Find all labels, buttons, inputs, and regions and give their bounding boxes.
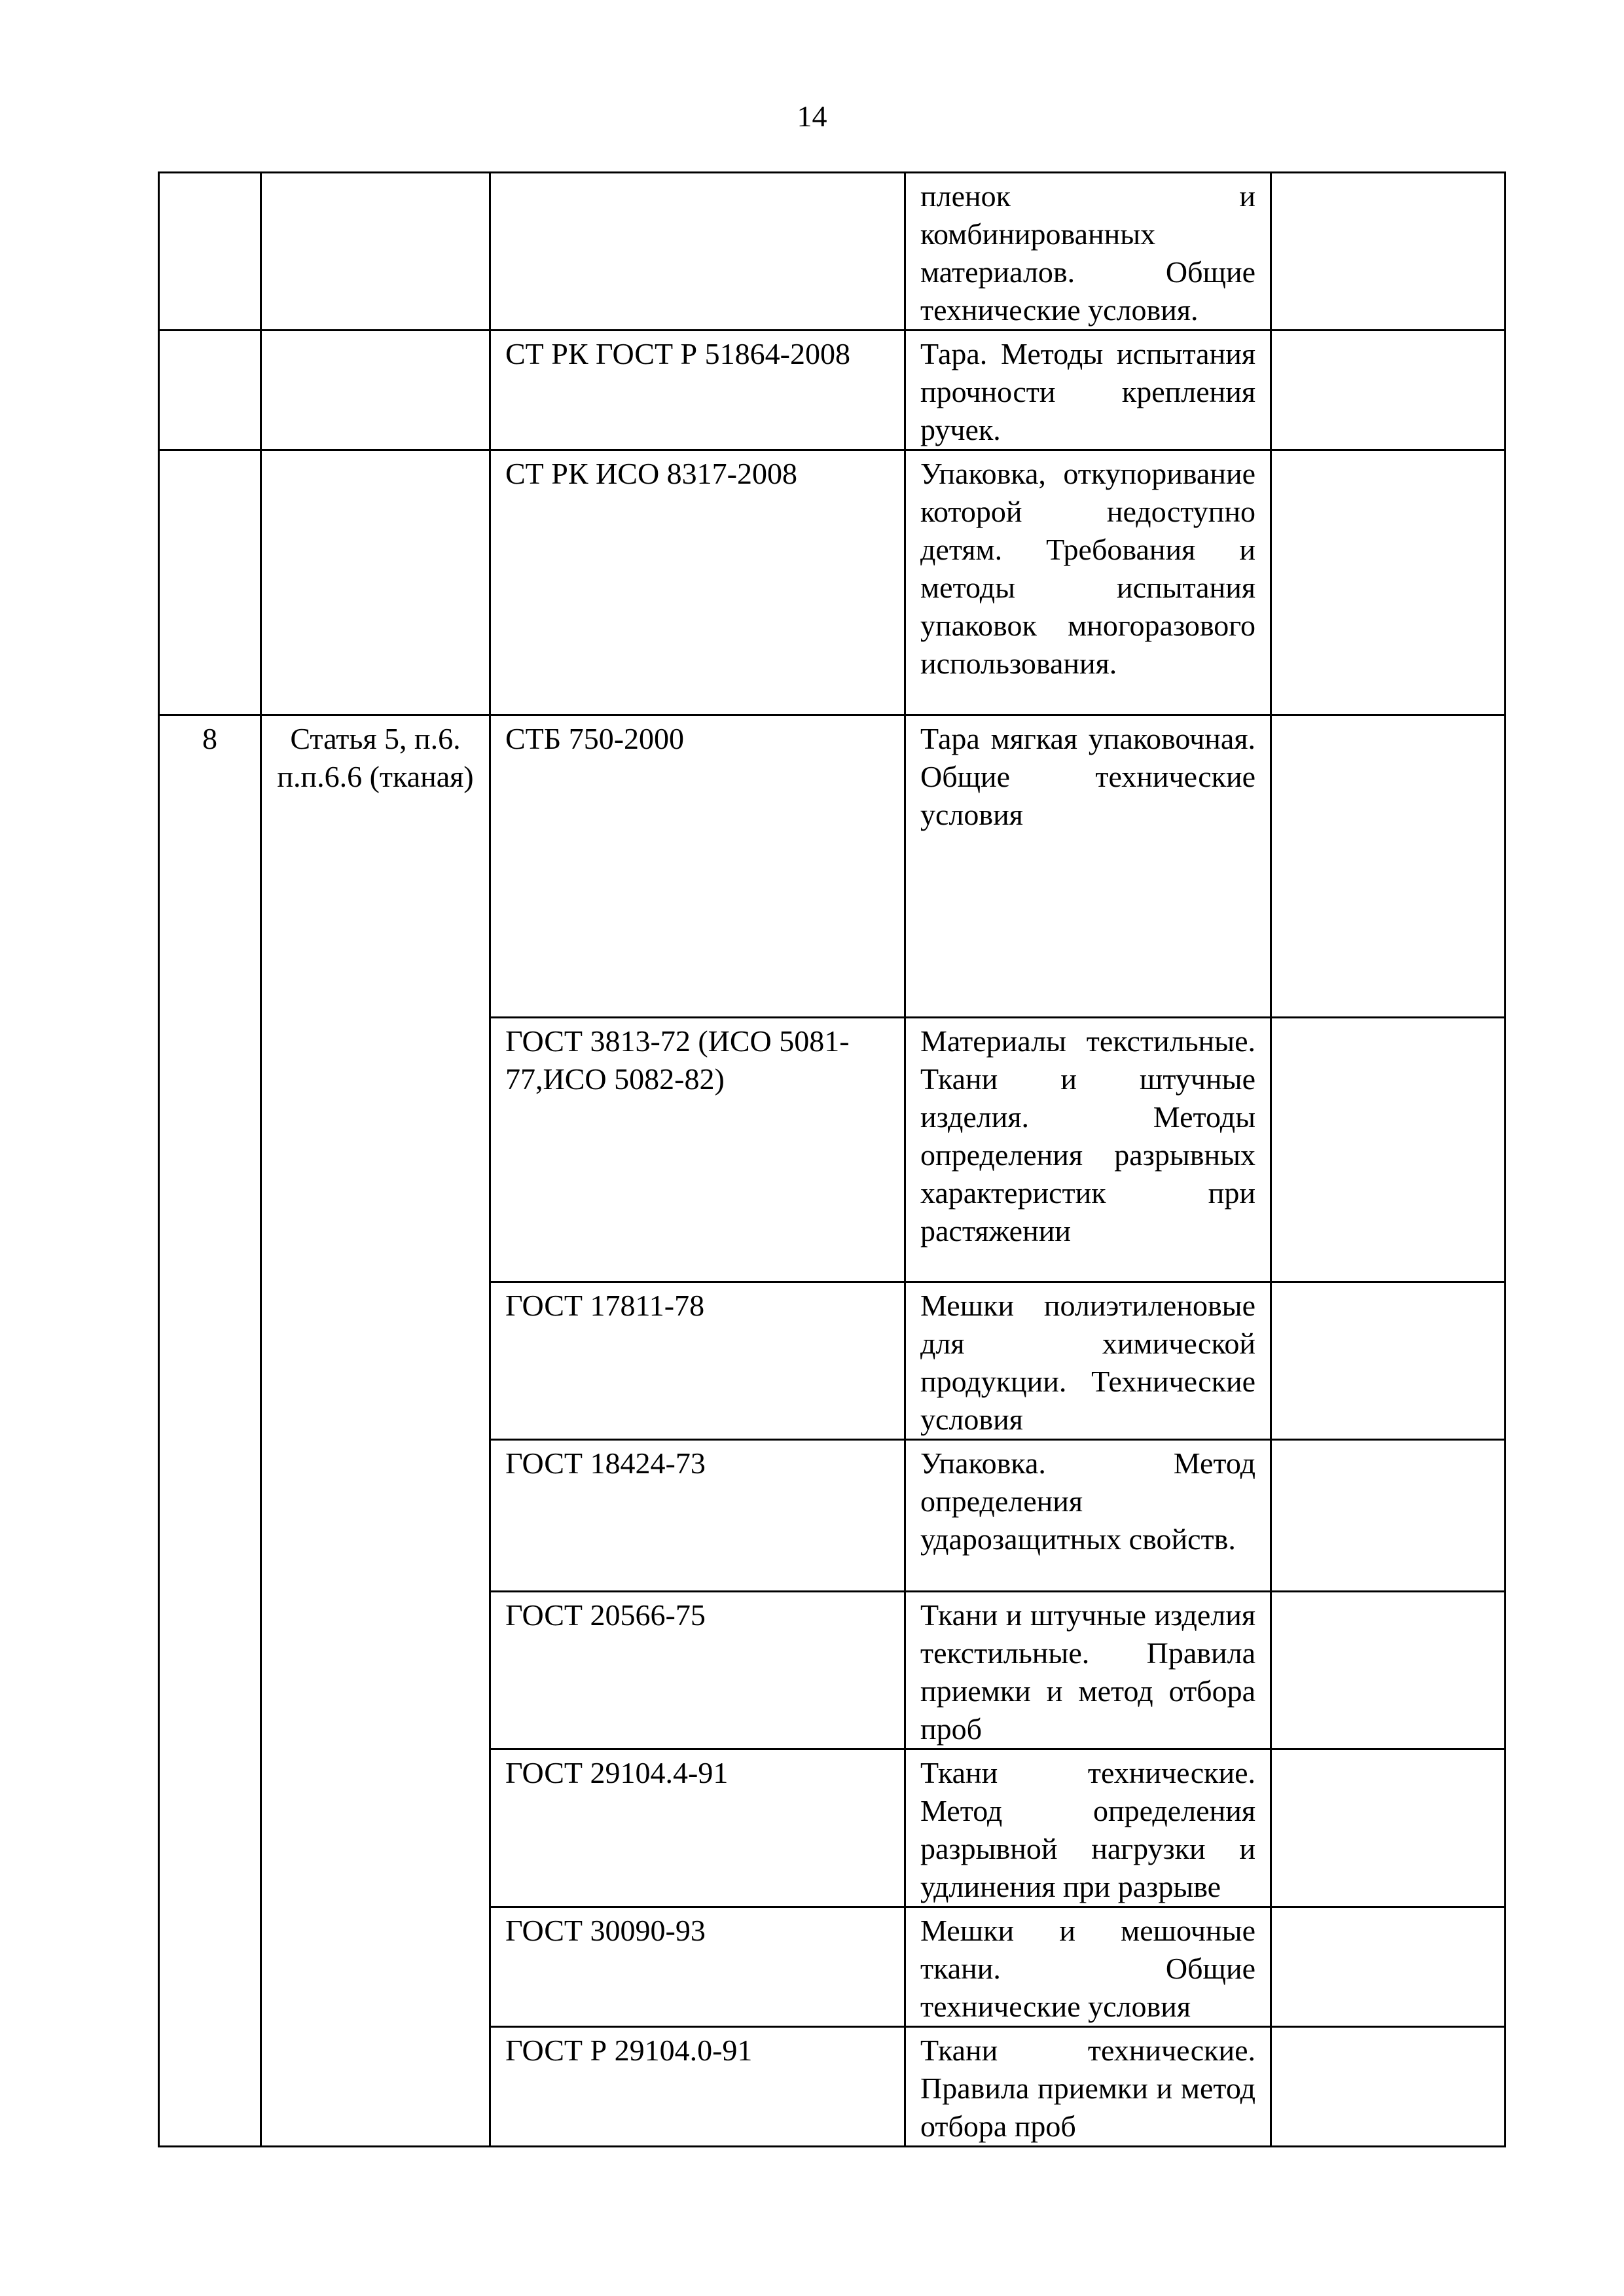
standard-designation: СТ РК ИСО 8317-2008	[490, 450, 905, 715]
empty-cell	[1271, 1018, 1506, 1282]
standard-description: Ткани технические. Метод определения разрывной нагрузки и удлинения при разрыве	[905, 1749, 1271, 1907]
row-number: 8	[159, 715, 261, 2147]
standard-description: Мешки полиэтиленовые для химической продукции. Технические условия	[905, 1282, 1271, 1440]
standard-designation: СТБ 750-2000	[490, 715, 905, 1018]
article-reference: Статья 5, п.6. п.п.6.6 (тканая)	[261, 715, 490, 2147]
standard-designation: ГОСТ 29104.4-91	[490, 1749, 905, 1907]
standard-description: Упаковка, откупоривание которой недоступно детям. Требования и методы испытания упаковок многоразового использования.	[905, 450, 1271, 715]
empty-cell	[1271, 450, 1506, 715]
standard-description: Ткани и штучные изделия текстильные. Правила приемки и метод отбора проб	[905, 1592, 1271, 1749]
row-number	[159, 450, 261, 715]
standard-designation: СТ РК ГОСТ Р 51864-2008	[490, 331, 905, 450]
empty-cell	[1271, 2027, 1506, 2147]
standard-designation: ГОСТ 17811-78	[490, 1282, 905, 1440]
standard-designation: ГОСТ 3813-72 (ИСО 5081-77,ИСО 5082-82)	[490, 1018, 905, 1282]
article-reference	[261, 450, 490, 715]
standard-designation: ГОСТ 30090-93	[490, 1907, 905, 2027]
row-number	[159, 331, 261, 450]
standard-description: Материалы текстильные. Ткани и штучные изделия. Методы определения разрывных характеристик при растяжении	[905, 1018, 1271, 1282]
standard-description: Тара. Методы испытания прочности крепления ручек.	[905, 331, 1271, 450]
article-reference	[261, 173, 490, 331]
table-row	[159, 331, 1506, 450]
standard-description: Ткани технические. Правила приемки и метод отбора проб	[905, 2027, 1271, 2147]
empty-cell	[1271, 1907, 1506, 2027]
standard-description: пленок и комбинированных материалов. Общие технические условия.	[905, 173, 1271, 331]
table-row	[159, 450, 1506, 715]
standard-designation: ГОСТ Р 29104.0-91	[490, 2027, 905, 2147]
standards-table	[158, 171, 1506, 2147]
standard-description: Упаковка. Метод определения ударозащитных свойств.	[905, 1440, 1271, 1592]
standard-designation	[490, 173, 905, 331]
row-number	[159, 173, 261, 331]
article-reference	[261, 331, 490, 450]
empty-cell	[1271, 715, 1506, 1018]
table-row	[159, 715, 1506, 1018]
standard-description: Тара мягкая упаковочная. Общие технические условия	[905, 715, 1271, 1018]
standard-designation: ГОСТ 20566-75	[490, 1592, 905, 1749]
standard-description: Мешки и мешочные ткани. Общие технические условия	[905, 1907, 1271, 2027]
page-number: 14	[797, 99, 827, 133]
table-row	[159, 173, 1506, 331]
empty-cell	[1271, 331, 1506, 450]
empty-cell	[1271, 1749, 1506, 1907]
empty-cell	[1271, 1592, 1506, 1749]
empty-cell	[1271, 1282, 1506, 1440]
empty-cell	[1271, 1440, 1506, 1592]
empty-cell	[1271, 173, 1506, 331]
standard-designation: ГОСТ 18424-73	[490, 1440, 905, 1592]
